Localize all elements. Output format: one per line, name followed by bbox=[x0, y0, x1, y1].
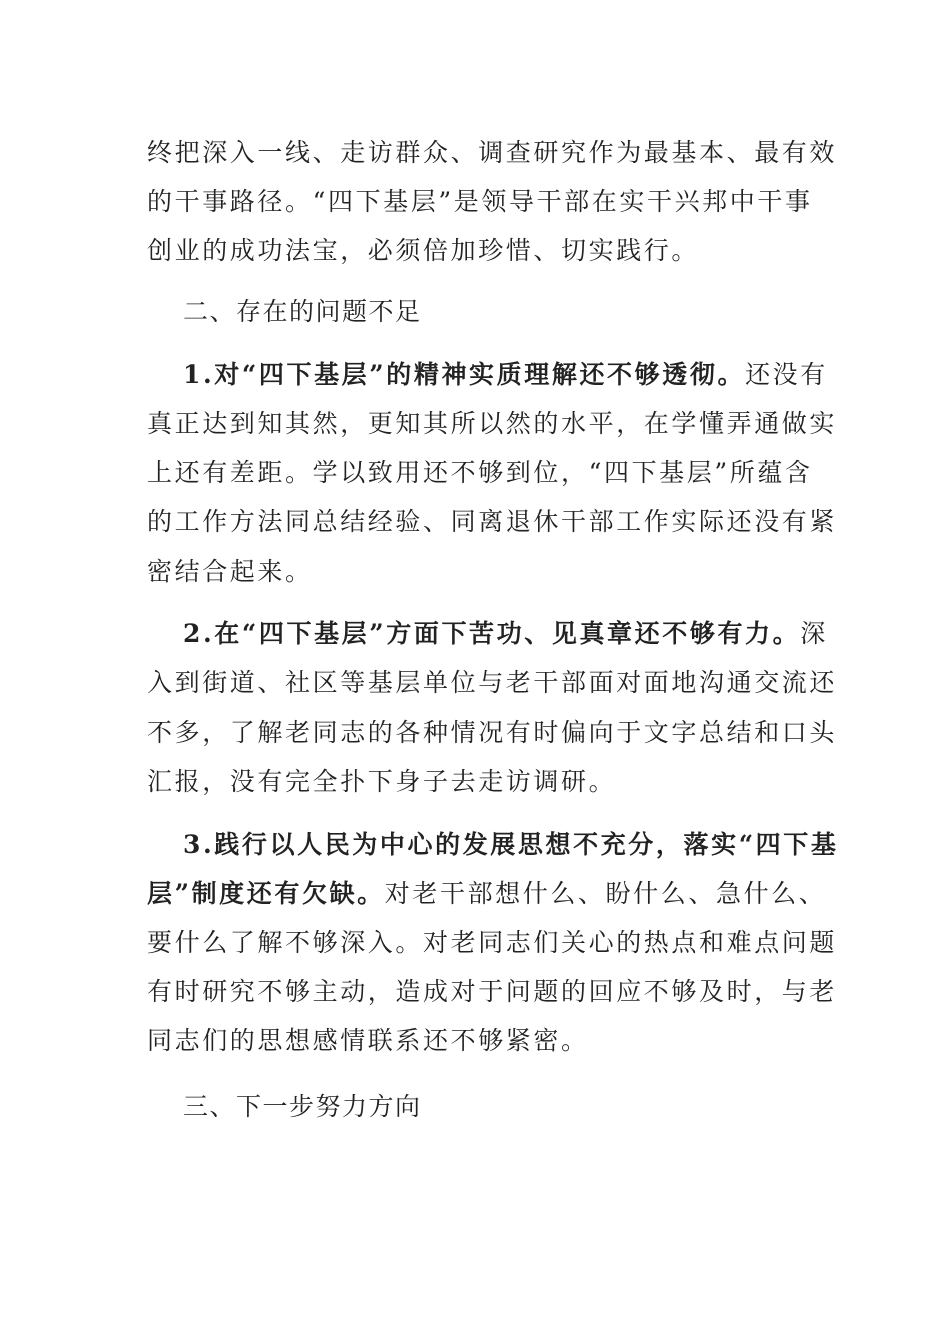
item2-title: 2.在“四下基层”方面下苦功、见真章还不够有力。 bbox=[183, 619, 801, 648]
item3-line-2 bbox=[147, 879, 826, 909]
item3-text-start: 对老干部想什么、盼什么、急什么、 bbox=[384, 879, 827, 908]
section-heading-next: 三、下一步努力方向 bbox=[183, 1092, 422, 1121]
item2-line-3: 不多，了解老同志的各种情况有时偏向于文字总结和口头 bbox=[147, 718, 838, 747]
intro-line-1: 终把深入一线、走访群众、调查研究作为最基本、最有效 bbox=[147, 138, 838, 167]
item3-title-line-1: 3.践行以人民为中心的发展思想不充分，落实“四下基 bbox=[183, 830, 839, 859]
item3-line-4: 有时研究不够主动，造成对于问题的回应不够及时，与老 bbox=[147, 977, 838, 1006]
item1-first-line bbox=[183, 360, 828, 390]
item3-title-end: 层”制度还有欠缺。 bbox=[147, 879, 385, 908]
item1-text-start: 还没有 bbox=[745, 360, 828, 389]
item1-line-2: 真正达到知其然，更知其所以然的水平，在学懂弄通做实 bbox=[147, 409, 838, 438]
item2-line-2: 入到街道、社区等基层单位与老干部面对面地沟通交流还 bbox=[147, 668, 838, 697]
intro-line-2: 的干事路径。“四下基层”是领导干部在实干兴邦中干事 bbox=[147, 187, 813, 216]
item3-line-3: 要什么了解不够深入。对老同志们关心的热点和难点问题 bbox=[147, 928, 838, 957]
item1-line-3: 上还有差距。学以致用还不够到位，“四下基层”所蕴含 bbox=[147, 458, 813, 487]
item2-first-line bbox=[183, 619, 828, 649]
item1-line-4: 的工作方法同总结经验、同离退休干部工作实际还没有紧 bbox=[147, 507, 838, 536]
item2-text-start: 深 bbox=[800, 619, 828, 648]
intro-line-3: 创业的成功法宝，必须倍加珍惜、切实践行。 bbox=[147, 236, 700, 265]
item2-line-4: 汇报，没有完全扑下身子去走访调研。 bbox=[147, 767, 617, 796]
item1-title: 1.对“四下基层”的精神实质理解还不够透彻。 bbox=[183, 360, 746, 389]
item3-line-5: 同志们的思想感情联系还不够紧密。 bbox=[147, 1026, 589, 1055]
item1-line-5: 密结合起来。 bbox=[147, 557, 313, 586]
section-heading-problems: 二、存在的问题不足 bbox=[183, 297, 422, 326]
